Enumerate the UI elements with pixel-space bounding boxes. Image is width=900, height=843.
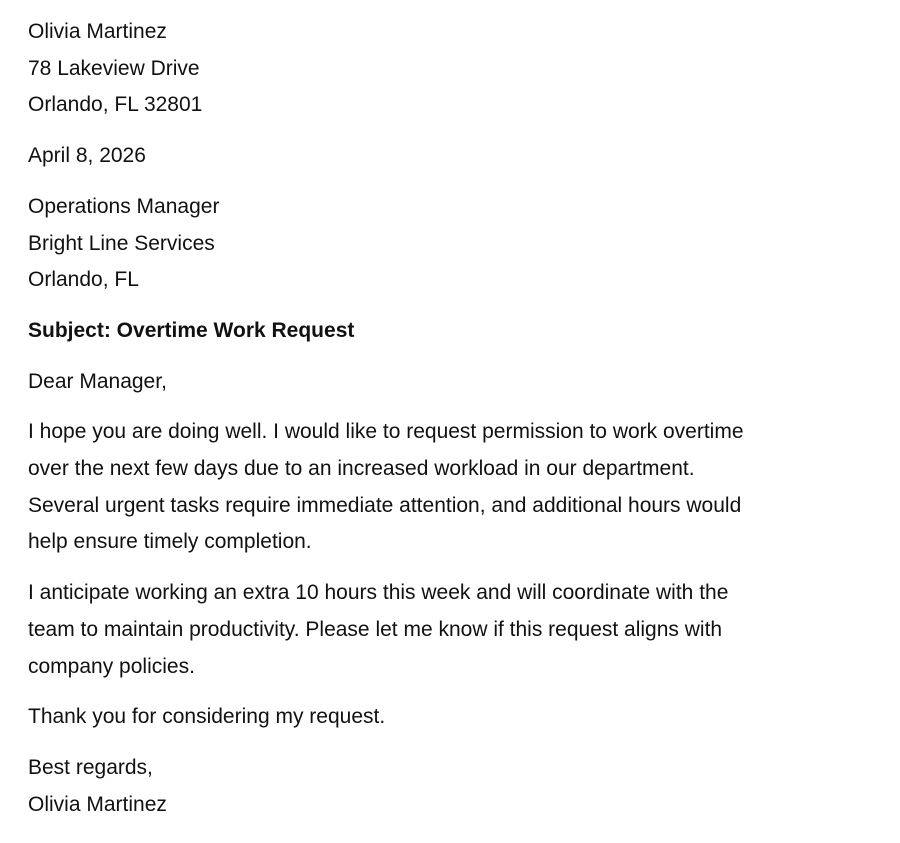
sender-address bbox=[28, 14, 878, 124]
recipient-company: Bright Line Services bbox=[28, 231, 215, 255]
signature-name: Olivia Martinez bbox=[28, 792, 167, 816]
paragraph-line: team to maintain productivity. Please let me know if this request aligns with bbox=[28, 617, 723, 641]
closing bbox=[28, 750, 878, 823]
sender-city: Orlando, FL 32801 bbox=[28, 93, 203, 117]
paragraph-line: Several urgent tasks require immediate attention, and additional hours would bbox=[28, 493, 742, 517]
paragraph-line: I hope you are doing well. I would like to request permission to work overtime bbox=[28, 420, 744, 444]
letter-document bbox=[28, 14, 878, 837]
sender-street: 78 Lakeview Drive bbox=[28, 56, 200, 80]
paragraph-line: I anticipate working an extra 10 hours this week and will coordinate with the bbox=[28, 581, 729, 605]
subject-text: Subject: Overtime Work Request bbox=[28, 318, 355, 342]
date-text: April 8, 2026 bbox=[28, 144, 146, 168]
letter-date bbox=[28, 138, 878, 175]
salutation-text: Dear Manager, bbox=[28, 369, 167, 393]
closing-phrase: Best regards, bbox=[28, 755, 153, 779]
recipient-city: Orlando, FL bbox=[28, 268, 139, 292]
recipient-title: Operations Manager bbox=[28, 194, 220, 218]
paragraph-line: company policies. bbox=[28, 654, 195, 678]
body-paragraph-3 bbox=[28, 699, 878, 736]
sender-name: Olivia Martinez bbox=[28, 20, 167, 43]
paragraph-line: help ensure timely completion. bbox=[28, 530, 312, 554]
salutation bbox=[28, 364, 878, 401]
body-paragraph-2 bbox=[28, 575, 878, 685]
subject-line bbox=[28, 313, 878, 350]
recipient-address bbox=[28, 189, 878, 299]
paragraph-line: Thank you for considering my request. bbox=[28, 705, 386, 729]
paragraph-line: over the next few days due to an increased workload in our department. bbox=[28, 457, 695, 481]
body-paragraph-1 bbox=[28, 414, 878, 561]
